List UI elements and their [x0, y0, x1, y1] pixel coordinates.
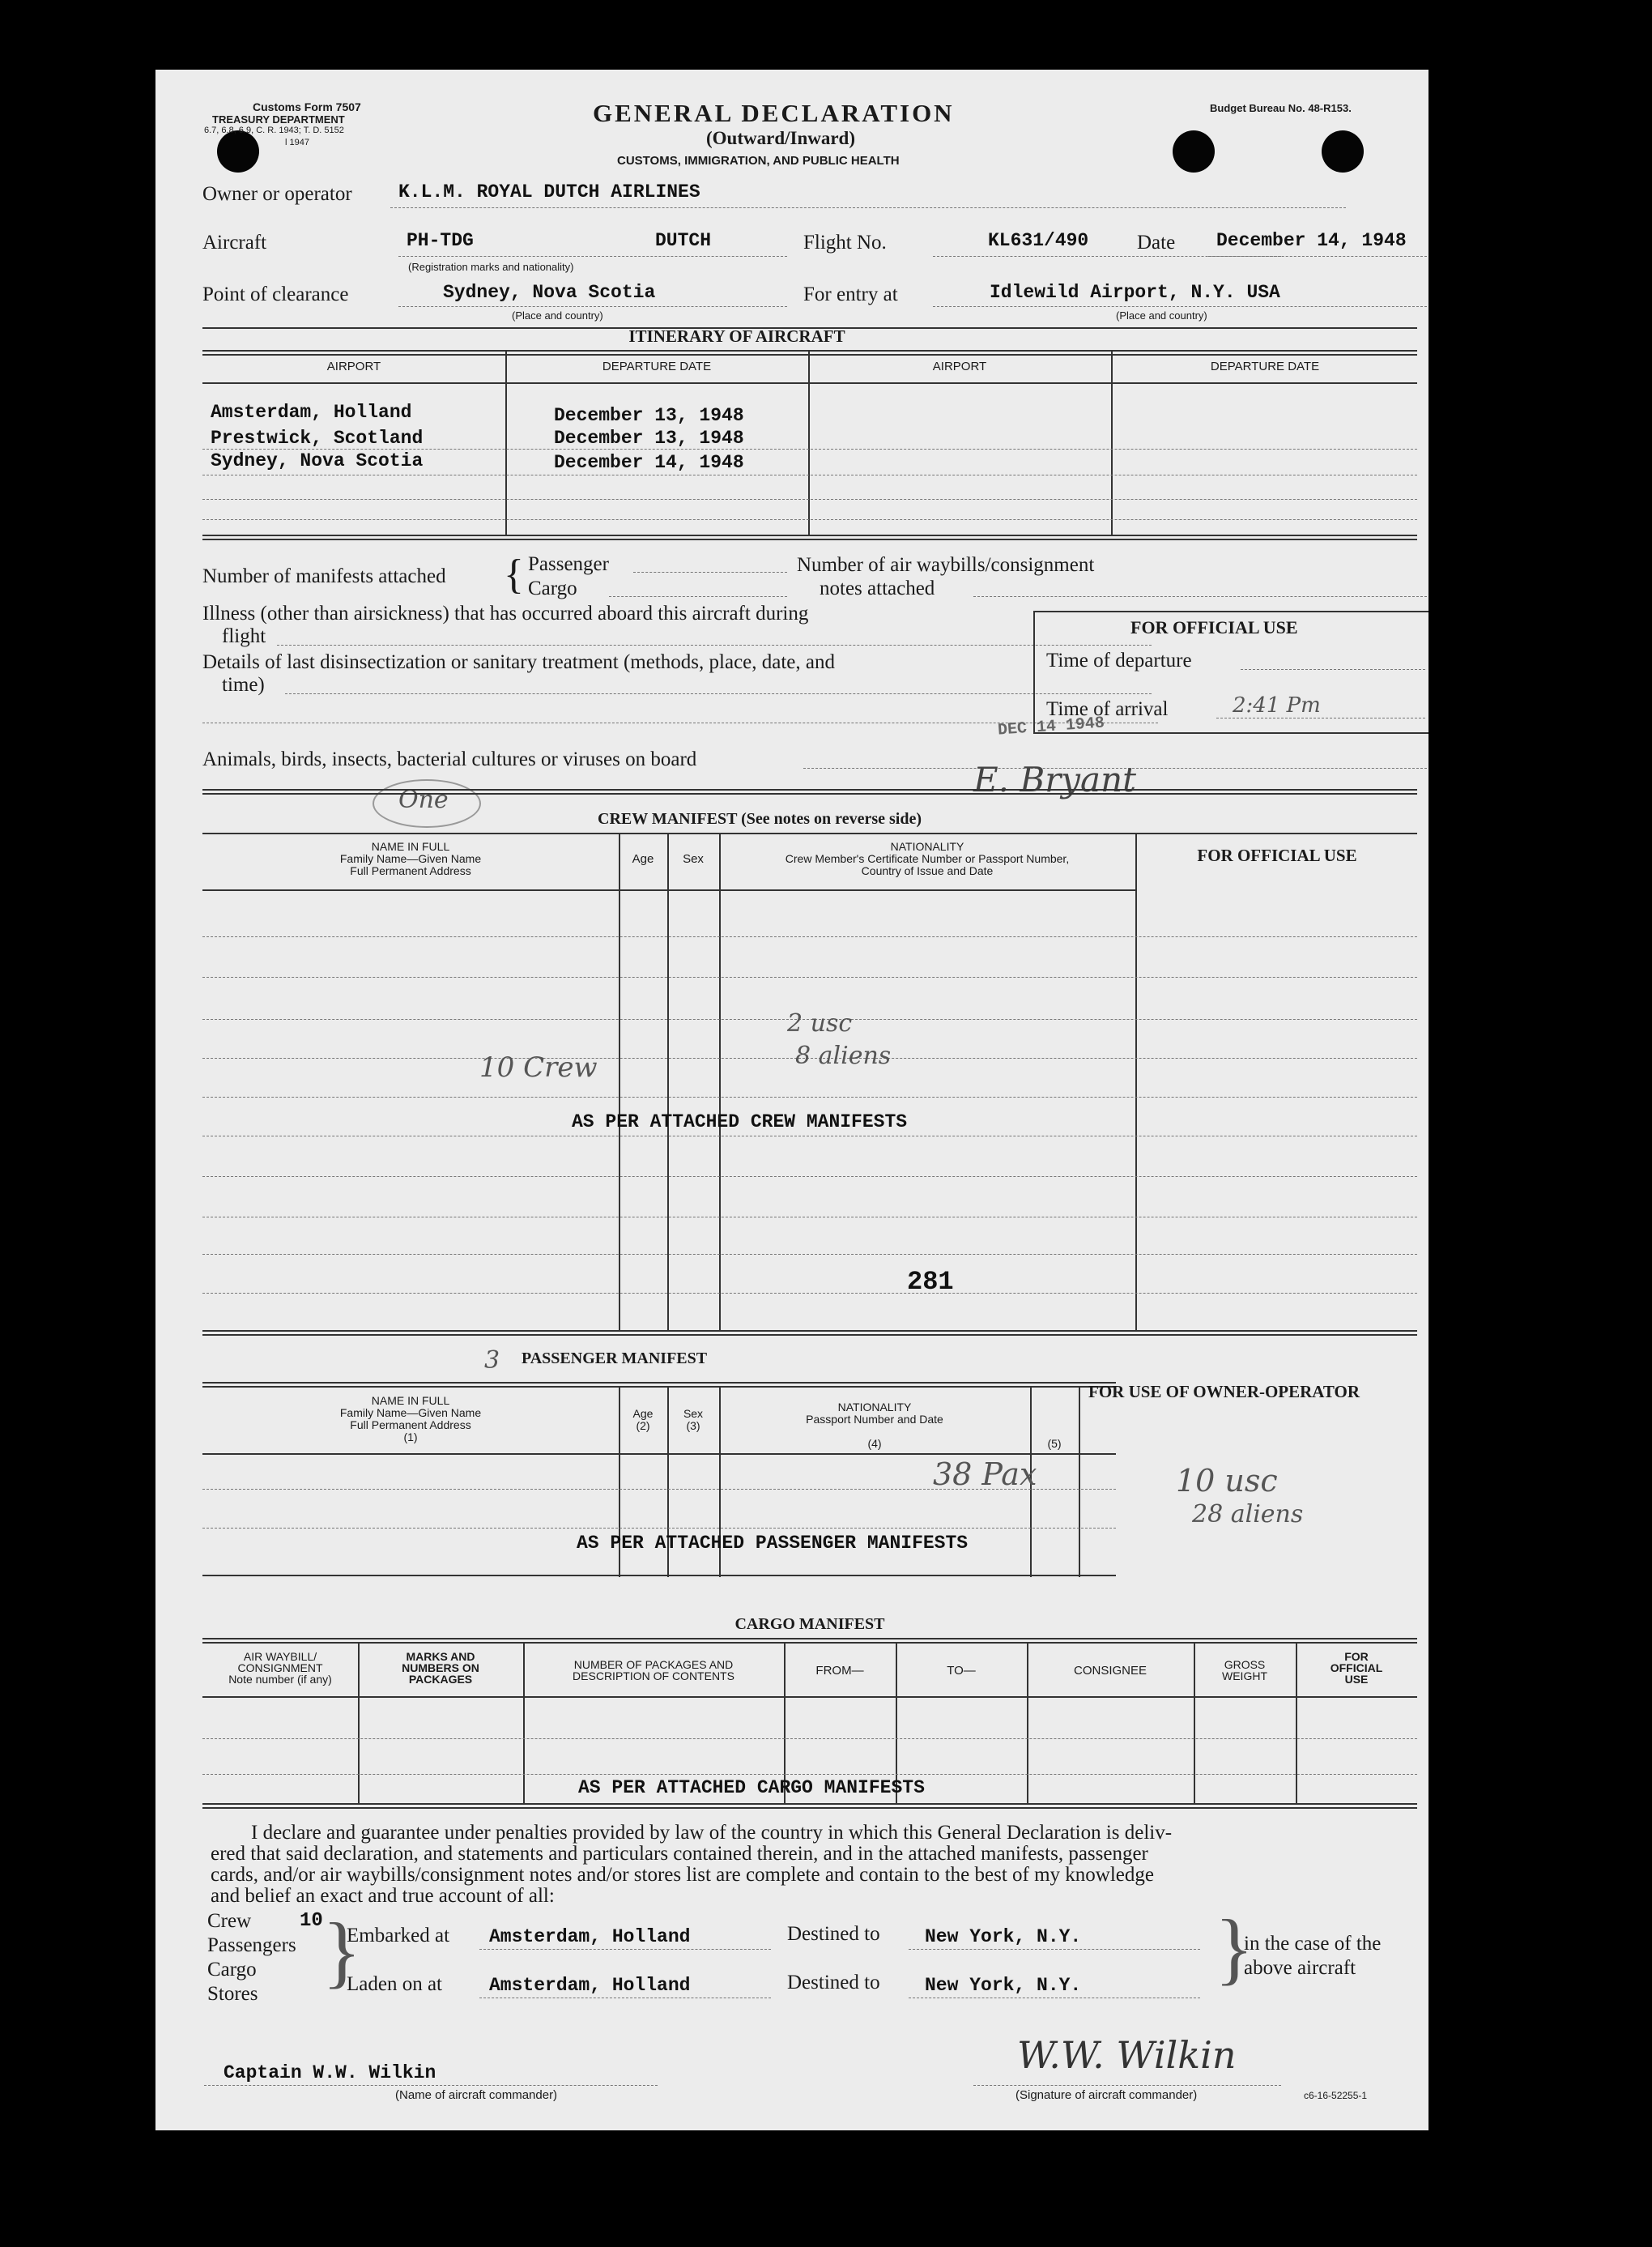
- direction: (Outward/Inward): [706, 128, 856, 148]
- date-value: December 14, 1948: [1216, 230, 1407, 251]
- passenger-count-handwritten: 3: [484, 1346, 500, 1375]
- case-label: in the case of the: [1244, 1933, 1382, 1955]
- official-signature: E. Bryant: [973, 760, 1136, 799]
- crew-col-official: FOR OFFICIAL USE: [1197, 846, 1357, 865]
- crew-aliens-handwritten: 8 aliens: [795, 1042, 892, 1070]
- punch-hole: [1322, 130, 1364, 173]
- laden-value: Amsterdam, Holland: [489, 1975, 691, 1996]
- declaration-line: I declare and guarantee under penalties provided by law of the country in which this General Declaration is deliv-: [251, 1822, 1173, 1844]
- cargo-col-official: FOR OFFICIAL USE: [1330, 1650, 1383, 1686]
- clearance-value: Sydney, Nova Scotia: [443, 282, 656, 303]
- cargo-col-consignee: CONSIGNEE: [1073, 1664, 1147, 1678]
- brace: {: [504, 552, 524, 598]
- commander-name: Captain W.W. Wilkin: [224, 2062, 436, 2083]
- declaration-line: and belief an exact and true account of all:: [211, 1885, 555, 1907]
- arrival-time-label: Time of arrival: [1046, 698, 1169, 720]
- commander-caption: (Name of aircraft commander): [395, 2088, 558, 2102]
- case-label-2: above aircraft: [1244, 1957, 1356, 1979]
- arrival-time-handwritten: 2:41 Pm: [1233, 693, 1321, 718]
- pax-col-age: Age (2): [632, 1407, 654, 1432]
- crew-attached: AS PER ATTACHED CREW MANIFESTS: [572, 1111, 908, 1132]
- illness-label-2: flight: [222, 625, 266, 647]
- punch-hole: [217, 130, 259, 173]
- crew-col-nationality: NATIONALITY Crew Member's Certificate Number or Passport Number, Country of Issue and Date: [785, 840, 1070, 877]
- cargo-col-marks: MARKS AND NUMBERS ON PACKAGES: [402, 1650, 479, 1686]
- clearance-label: Point of clearance: [202, 284, 349, 305]
- cargo-attached: AS PER ATTACHED CARGO MANIFESTS: [578, 1777, 925, 1798]
- form-number: Customs Form 7507: [253, 100, 361, 113]
- cargo-col-weight: GROSS WEIGHT: [1222, 1658, 1267, 1682]
- cargo-col-from: FROM—: [815, 1664, 864, 1678]
- itin-date: December 14, 1948: [554, 452, 744, 473]
- col-departure-date: DEPARTURE DATE: [602, 360, 712, 373]
- hand-one: One: [398, 786, 449, 814]
- crew-count: 10: [300, 1910, 323, 1932]
- cargo-decl-label: Cargo: [207, 1959, 257, 1981]
- form-number-stamp: 281: [907, 1267, 954, 1297]
- itin-date: December 13, 1948: [554, 405, 744, 426]
- pax-col-sex: Sex (3): [683, 1407, 704, 1432]
- cargo-col-description: NUMBER OF PACKAGES AND DESCRIPTION OF CONTENTS: [573, 1658, 734, 1682]
- crew-col-name: NAME IN FULL Family Name—Given Name Full Permanent Address: [339, 840, 482, 877]
- crew-col-age: Age: [632, 852, 654, 866]
- flight-number: KL631/490: [988, 230, 1089, 251]
- nationality: DUTCH: [655, 230, 712, 251]
- crew-count-handwritten: 10 Crew: [479, 1051, 598, 1084]
- registration: PH-TDG: [407, 230, 474, 251]
- entry-value: Idlewild Airport, N.Y. USA: [990, 282, 1280, 303]
- animals-label: Animals, birds, insects, bacterial cultures or viruses on board: [202, 748, 697, 770]
- passenger-label: Passenger: [528, 553, 609, 575]
- flight-label: Flight No.: [803, 232, 887, 254]
- col-departure-date: DEPARTURE DATE: [1210, 360, 1320, 373]
- print-code: c6-16-52255-1: [1304, 2090, 1368, 2101]
- destined-value: New York, N.Y.: [925, 1975, 1082, 1996]
- waybills-label-2: notes attached: [820, 578, 935, 599]
- entry-caption: (Place and country): [1116, 309, 1207, 322]
- illness-label: Illness (other than airsickness) that has occurred aboard this aircraft during: [202, 603, 809, 625]
- form-subtitle: CUSTOMS, IMMIGRATION, AND PUBLIC HEALTH: [617, 154, 900, 168]
- pax-usc-handwritten: 10 usc: [1176, 1463, 1278, 1499]
- commander-signature: W.W. Wilkin: [1017, 2033, 1237, 2077]
- owner-operator-title: FOR USE OF OWNER-OPERATOR: [1088, 1382, 1360, 1401]
- passengers-label: Passengers: [207, 1934, 296, 1956]
- itin-date: December 13, 1948: [554, 428, 744, 449]
- department: TREASURY DEPARTMENT: [212, 113, 345, 126]
- itin-airport: Sydney, Nova Scotia: [211, 450, 424, 471]
- embarked-value: Amsterdam, Holland: [489, 1926, 691, 1947]
- destined-value: New York, N.Y.: [925, 1926, 1082, 1947]
- brace: }: [322, 1906, 361, 1996]
- refs: 6.7, 6.8, 6.9, C. R. 1943; T. D. 5152: [204, 126, 344, 135]
- date-stamp: DEC 14 1948: [997, 714, 1105, 740]
- crew-title: CREW MANIFEST (See notes on reverse side): [598, 810, 922, 828]
- cargo-label: Cargo: [528, 578, 577, 599]
- disinsect-label-2: time): [222, 674, 265, 696]
- budget-bureau: Budget Bureau No. 48-R153.: [1210, 102, 1352, 114]
- departure-time-label: Time of departure: [1046, 650, 1192, 672]
- owner-label: Owner or operator: [202, 183, 352, 205]
- passenger-attached: AS PER ATTACHED PASSENGER MANIFESTS: [577, 1533, 969, 1554]
- itinerary-title: ITINERARY OF AIRCRAFT: [628, 326, 845, 346]
- embarked-label: Embarked at: [347, 1925, 450, 1946]
- form-title: GENERAL DECLARATION: [593, 99, 955, 127]
- punch-hole: [1173, 130, 1215, 173]
- itin-airport: Amsterdam, Holland: [211, 402, 412, 423]
- brace: }: [1215, 1903, 1254, 1993]
- declaration-line: cards, and/or air waybills/consignment notes and/or stores list are complete and contain to the best of my knowledge: [211, 1864, 1154, 1886]
- cargo-title: CARGO MANIFEST: [734, 1615, 885, 1633]
- pax-col-nationality: NATIONALITY Passport Number and Date (4): [806, 1401, 943, 1450]
- aircraft-label: Aircraft: [202, 232, 267, 254]
- entry-label: For entry at: [803, 284, 898, 305]
- pax-aliens-handwritten: 28 aliens: [1192, 1500, 1304, 1529]
- destined-label: Destined to: [787, 1972, 880, 1993]
- declaration-form: [155, 70, 1428, 2130]
- crew-col-sex: Sex: [683, 852, 704, 866]
- manifests-label: Number of manifests attached: [202, 565, 446, 587]
- laden-label: Laden on at: [347, 1973, 443, 1995]
- date-label: Date: [1137, 232, 1176, 254]
- clearance-caption: (Place and country): [512, 309, 603, 322]
- registration-caption: (Registration marks and nationality): [408, 261, 574, 273]
- crew-usc-handwritten: 2 usc: [787, 1009, 853, 1038]
- pax-col-5: (5): [1047, 1437, 1062, 1450]
- pax-col-name: NAME IN FULL Family Name—Given Name Full Permanent Address (1): [339, 1394, 482, 1443]
- revised: l 1947: [285, 138, 309, 147]
- crew-label: Crew: [207, 1910, 252, 1932]
- cargo-col-to: TO—: [947, 1664, 976, 1678]
- owner-value: K.L.M. ROYAL DUTCH AIRLINES: [398, 181, 700, 203]
- passenger-title: PASSENGER MANIFEST: [522, 1349, 708, 1367]
- col-airport: AIRPORT: [326, 360, 381, 373]
- waybills-label: Number of air waybills/consignment: [797, 554, 1095, 576]
- signature-caption: (Signature of aircraft commander): [1015, 2088, 1198, 2102]
- destined-label: Destined to: [787, 1923, 880, 1945]
- cargo-col-waybill: AIR WAYBILL/ CONSIGNMENT Note number (if any): [228, 1650, 332, 1686]
- declaration-line: ered that said declaration, and statements and particulars contained therein, and in the attached manifests, passenger: [211, 1843, 1148, 1865]
- pax-count-handwritten: 38 Pax: [933, 1456, 1037, 1492]
- disinsect-label: Details of last disinsectization or sanitary treatment (methods, place, date, and: [202, 651, 835, 673]
- official-use-title: FOR OFFICIAL USE: [1130, 617, 1298, 637]
- itin-airport: Prestwick, Scotland: [211, 428, 424, 449]
- col-airport: AIRPORT: [932, 360, 987, 373]
- stores-label: Stores: [207, 1983, 258, 2005]
